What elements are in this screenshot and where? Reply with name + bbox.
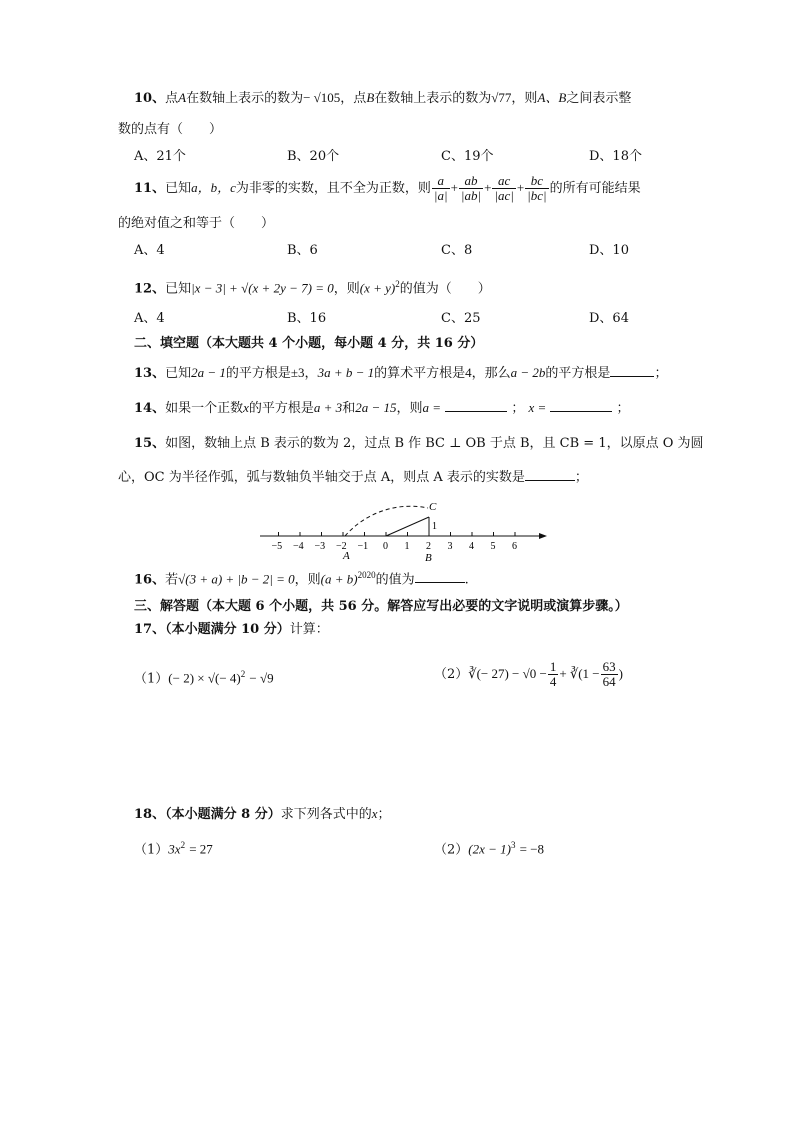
question-16: 16、若√(3 + a) + |b − 2| = 0，则$(a + b)^{2020}$的值为 . — [134, 570, 469, 588]
tick-label: 1 — [404, 541, 410, 552]
label-c: C — [429, 501, 437, 513]
tick-label: 0 — [383, 541, 388, 552]
question-12-option-a[interactable]: A、4 — [134, 311, 165, 326]
section-3-heading: 三、解答题（本大题 6 个小题，共 56 分。解答应写出必要的文字说明或演算步骤。） — [134, 599, 628, 614]
fraction: $\frac{a}{|a|}$ — [433, 173, 448, 203]
tick-label: 6 — [512, 541, 517, 552]
question-10-option-a[interactable]: A、21个 — [134, 149, 186, 164]
question-15-line2: 心，OC 为半径作弧，弧与数轴负半轴交于点 A，则点 A 表示的实数是 ； — [118, 470, 588, 485]
question-17-part-2: （2）∛(− 27) − √0 − $\frac{1}{4}$ + ∛(1 − $\frac{63}{64}$ ) — [434, 659, 623, 689]
question-10-option-c[interactable]: C、19个 — [441, 149, 494, 164]
question-11-option-d[interactable]: D、10 — [589, 243, 629, 258]
answer-blank[interactable] — [525, 468, 575, 481]
axis-arrow-icon — [539, 533, 547, 539]
question-11-line1: 11、已知a，b，c为非零的实数，且不全为正数，则 $\frac{a}{|a|}$ + $\frac{ab}{|ab|}$ + $\frac{ac}{|ac|}$ + $\frac{bc}{|bc|}$ 的所有可能结果 — [134, 173, 641, 203]
fraction: $\frac{63}{64}$ — [602, 659, 616, 689]
answer-blank-x[interactable] — [550, 399, 612, 412]
fraction: $\frac{ab}{|ab|}$ — [460, 173, 482, 203]
answer-blank-a[interactable] — [445, 399, 507, 412]
question-12-line1: 12、已知|x − 3| + √(x + 2y − 7) = 0，则$(x + y)^2$的值为（ ） — [134, 279, 491, 297]
question-18-part-2: $(2)(2x - 1)^3 = -8$ — [434, 840, 545, 858]
question-14: 14、如果一个正数x的平方根是a + 3和2a − 15，则a = ； x = ； — [134, 400, 630, 416]
tick-label: 3 — [447, 541, 453, 552]
question-10-option-d[interactable]: D、18个 — [589, 149, 642, 164]
tick-label: 2 — [426, 541, 431, 552]
question-10-option-b[interactable]: B、20个 — [287, 149, 340, 164]
question-12-option-d[interactable]: D、64 — [589, 311, 629, 326]
question-13: 13、已知2a − 1的平方根是±3，3a + b − 1的算术平方根是4，那么a − 2b的平方根是 ； — [134, 365, 668, 381]
tick-label: −5 — [271, 541, 283, 552]
answer-blank[interactable] — [610, 364, 654, 377]
tick-label: −4 — [293, 541, 304, 552]
question-12-number: 12、 — [134, 281, 166, 297]
question-15-line1: 15、如图，数轴上点 B 表示的数为 2，过点 B 作 BC ⊥ OB 于点 B，且 CB = 1，以原点 O 为圆 — [134, 436, 704, 451]
tick-label: 4 — [469, 541, 474, 552]
question-12-option-c[interactable]: C、25 — [441, 311, 481, 326]
question-11-option-a[interactable]: A、4 — [134, 243, 165, 258]
question-11-option-b[interactable]: B、6 — [287, 243, 318, 258]
question-11-line2: 的绝对值之和等于（ ） — [118, 216, 275, 231]
number-line-figure — [255, 488, 555, 564]
tick-label: −3 — [314, 541, 326, 552]
answer-blank[interactable] — [415, 570, 465, 583]
question-17-title: 17、（本小题满分 10 分）计算： — [134, 622, 329, 637]
question-11-number: 11、 — [134, 181, 166, 196]
tick-label: −1 — [357, 541, 369, 552]
label-a: A — [343, 550, 350, 562]
fraction: $\frac{ac}{|ac|}$ — [494, 173, 514, 203]
question-10-line2: 数的点有（ ） — [118, 122, 223, 137]
question-18-part-1: $(1)3x^2 = 27$ — [134, 840, 213, 858]
label-b: B — [425, 552, 432, 564]
tick-group — [272, 532, 518, 552]
tick-label: −2 — [336, 541, 347, 552]
question-11-option-c[interactable]: C、8 — [441, 243, 473, 258]
fraction: $\frac{1}{4}$ — [549, 659, 557, 689]
tick-label: 5 — [490, 541, 496, 552]
question-18-title: 18、（本小题满分 8 分）求下列各式中的x； — [134, 806, 391, 822]
question-12-option-b[interactable]: B、16 — [287, 311, 327, 326]
fraction: $\frac{bc}{|bc|}$ — [527, 173, 547, 203]
question-10-number: 10、 — [134, 91, 166, 106]
question-10-line1: 10、点A在数轴上表示的数为− √105，点B在数轴上表示的数为√77，则A、B之间表示整 — [134, 90, 632, 106]
section-2-heading: 二、填空题（本大题共 4 个小题，每小题 4 分，共 16 分） — [134, 336, 484, 351]
question-17-part-1: （1）(− 2) × √(− 4)$^2$ − √9 — [134, 669, 274, 687]
label-1: 1 — [432, 521, 437, 532]
arc — [345, 506, 428, 536]
